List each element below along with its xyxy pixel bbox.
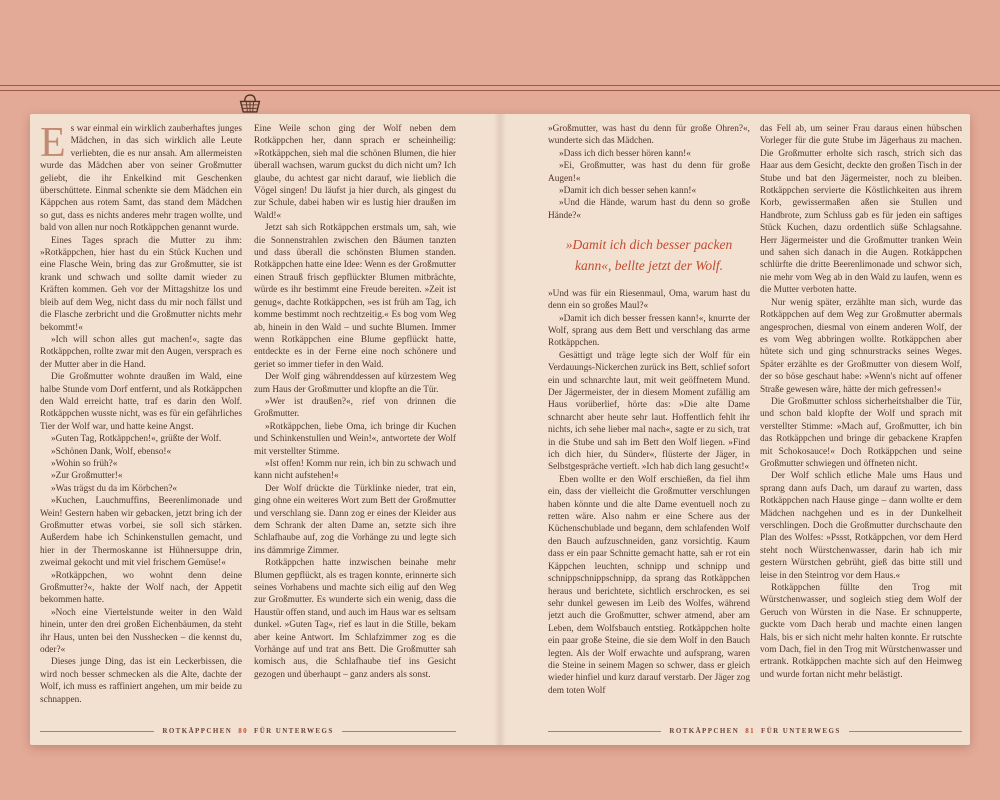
story-paragraph: »Dass ich dich besser hören kann!«: [559, 148, 691, 159]
story-paragraph: »Kuchen, Lauchmuffins, Beerenlimonade und Wein! Gestern haben wir gebacken, jetzt bring ich der Großmutter etwas vorbei, sie soll sich stärken. Außerdem habe ich Schinkenstullen gemacht, und hier in der Thermoskanne ist Hühnersuppe drin, zweimal gekocht und mit viel frischem Gemüse!«: [40, 496, 242, 569]
story-paragraph: »Damit ich dich besser sehen kann!«: [559, 186, 697, 197]
text-column-1: [40, 123, 242, 723]
right-page-footer: [548, 727, 962, 735]
story-paragraph: »Rotkäppchen, liebe Oma, ich bringe dir Kuchen und Schinkenstullen und Wein!«, antwortete der Wolf mit verstellter Stimme.: [254, 421, 456, 457]
footer-section-title: FÜR UNTERWEGS: [761, 727, 841, 735]
story-paragraph: »Und was für ein Riesenmaul, Oma, warum hast du denn ein so großes Maul?«: [548, 288, 750, 312]
pull-quote: »Damit ich dich besser packen kann«, bellte jetzt der Wolf.: [565, 237, 733, 273]
footer-text: [669, 727, 840, 735]
story-paragraph: »Großmutter, was hast du denn für große Ohren?«, wunderte sich das Mädchen.: [548, 124, 750, 147]
story-paragraph: Gesättigt und träge legte sich der Wolf für ein Verdauungs-Nickerchen zurück ins Bett, schlief sofort ein und schnarchte laut, mit weit geöffnetem Mund. Der Jägermeister, der in diesem Moment zufällig am Haus vorüberlief, hörte das: »Die alte Dame schnarcht aber heute sehr laut. Hoffentlich fehlt ihr nichts, ich sehe lieber mal nach«, sagte er zu sich, trat in die Stube und sah im Bett den Wolf liegen. »Find ich dich hier, du Sünder«, flüsterte der Jäger, in Selbstgespräche vertieft. »Ich hab dich lang gesucht!«: [548, 350, 750, 473]
paragraph-list-col1: [40, 235, 242, 706]
paragraph-list-col2: [254, 123, 456, 681]
footer-rule-left: [40, 731, 154, 732]
story-paragraph: Eben wollte er den Wolf erschießen, da fiel ihm ein, dass der vielleicht die Großmutter verschlungen haben könnte und die alte Dame eventuell noch zu retten wäre. Also nahm er eine Schere aus der Küchenschublade und begann, dem schlafenden Wolf den Bauch aufzuschneiden, ganz vorsichtig. Kaum dass er ein paar Schnitte gemacht hatte, sah er rot ein Käppchen leuchten, schnipp und schnipp und schnippschnippschnipp, da sprang das Rotkäppchen heraus und berichtete, sichtlich erschrocken, es sei sehr dunkel gewesen im Leib des Wolfes, während jetzt auch die Großmutter, schwer atmend, aber am Leben, dem Wolfsbauch entstieg. Rotkäppchen holte ein paar große Steine, die sie dem Wolf in den Bauch legten. Als der Wolf erwachte und aufsprang, waren die Steine in seinem Magen so schwer, dass er gleich wieder hinfiel und kurz darauf verstarb. Der Jäger zog dem toten Wolf: [548, 474, 750, 696]
text-column-2: [254, 123, 456, 723]
story-paragraph: »Noch eine Viertelstunde weiter in den Wald hinein, unter den drei großen Eichenbäumen, da steht ihr Haus, unten bei den Nusshecken – die kennst du, oder?«: [40, 607, 242, 656]
page-number: 80: [238, 727, 249, 735]
story-paragraph: Die Großmutter schloss sicherheitshalber die Tür, und schon bald klopfte der Wolf und sprach mit verstellter Stimme: »Mach auf, Großmutter, ich bin das Rotkäppchen und bringe dir gebackene Krapfen mit Schokosauce!« Doch Rotkäppchen und seine Großmutter schwiegen und öffneten nicht.: [760, 396, 962, 469]
paragraph-list-col3-before-quote: [548, 123, 750, 222]
story-paragraph: Nur wenig später, erzählte man sich, wurde das Rotkäppchen auf dem Weg zur Großmutter abermals angesprochen, diesmal von einem anderen Wolf, der es vom Weg abbringen wollte. Rotkäppchen aber hütete sich und ging schnurstracks seines Weges. Später erzählte es der Großmutter von diesem Wolf, der so böse geschaut habe: »Wenn's nicht auf offener Straße gewesen wäre, hätte der mich gefressen!«: [760, 297, 962, 395]
left-page: [30, 114, 500, 745]
story-paragraph: »Rotkäppchen, wo wohnt denn deine Großmutter?«, hakte der Wolf nach, der Appetit bekommen hatte.: [40, 570, 242, 606]
footer-book-title: ROTKÄPPCHEN: [669, 727, 740, 735]
story-paragraph: »Damit ich dich besser fressen kann!«, knurrte der Wolf, sprang aus dem Bett und verschlang das arme Rotkäppchen.: [548, 313, 750, 349]
text-column-4: [760, 123, 962, 723]
paragraph-list-col4: [760, 123, 962, 681]
story-paragraph: Eines Tages sprach die Mutter zu ihm: »Rotkäppchen, hier hast du ein Stück Kuchen und eine Flasche Wein, bring das zur Großmutter, sie ist krank und schwach und sollte damit wieder zu Kräften kommen. Geh vor der Mittagshitze los und bleib auf dem Weg, nicht dass du mir noch fällst und die Flasche zerbricht und die Großmutter nichts mehr bekommt!«: [40, 235, 242, 333]
story-paragraph: Rotkäppchen hatte inzwischen beinahe mehr Blumen gepflückt, als es tragen konnte, erinnerte sich seines Vorhabens und machte sich eilig auf den Weg zur Großmutter. Es wunderte sich ein wenig, dass die Haustür offen stand, und auch im Haus war es seltsam dunkel. »Guten Tag«, rief es laut in die Stille, bekam aber keine Antwort. Im Schlafzimmer zog es die Vorhänge auf und trat ans Bett. Die Großmutter sah komisch aus, die Schlafhaube tief ins Gesicht gezogen und überhaupt – ganz anders als sonst.: [254, 558, 456, 680]
paragraph-list-col3-after-quote: [548, 288, 750, 697]
story-paragraph: »Ist offen! Komm nur rein, ich bin zu schwach und kann nicht aufstehen!«: [254, 458, 456, 482]
story-paragraph: Die Großmutter wohnte draußen im Wald, eine halbe Stunde vom Dorf entfernt, und als Rotkäppchen den Wald erreicht hatte, traf es darin den Wolf. Rotkäppchen wusste nicht, was es für ein gefährliches Tier der Wolf war, und hatte keine Angst.: [40, 372, 242, 432]
drop-cap: E: [40, 123, 66, 166]
story-paragraph: Jetzt sah sich Rotkäppchen erstmals um, sah, wie die Sonnenstrahlen zwischen den Bäumen tanzten und dass überall die schönsten Blumen standen. Rotkäppchen hatte eine Idee: Wenn es der Großmutter einen Strauß frisch gepflückter Blumen mitbrächte, würde es ihr bestimmt eine Freude bereiten. »Zeit ist genug«, dachte Rotkäppchen, »es ist früh am Tag, ich komme bestimmt noch rechtzeitig.« Es bog vom Weg ab, hinein in den Wald – und suchte Blumen. Immer wenn Rotkäppchen eine Blume gepflückt hatte, entdeckte es in der Ferne eine noch schönere und geriet so immer tiefer in den Wald.: [254, 223, 456, 370]
story-paragraph: »Wohin so früh?«: [51, 458, 118, 469]
basket-icon: [238, 93, 262, 114]
story-paragraph: »Schönen Dank, Wolf, ebenso!«: [51, 446, 172, 457]
right-page: [500, 114, 970, 745]
story-paragraph: »Guten Tag, Rotkäppchen!«, grüßte der Wolf.: [51, 434, 222, 445]
opening-text: s war einmal ein wirklich zauberhaftes junges Mädchen, in das sich wirklich alle Leute verliebten, die es nur ansah. Am allermeisten wurde das Mädchen aber von seiner Großmutter geliebt, die ihr Enkelkind mit Geschenken überschüttete. Einmal schenkte sie dem Mädchen ein Käppchen aus rotem Samt, das stand dem Mädchen so gut, dass es nichts anderes mehr tragen wollte, und bald von allen nur noch Rotkäppchen genannt wurde.: [40, 124, 242, 234]
story-paragraph: Der Wolf schlich etliche Male ums Haus und sprang dann aufs Dach, um darauf zu warten, dass Rotkäppchen nach Hause ginge – dann wollte er dem Mädchen nachgehen und es in der Dunkelheit verschlingen. Doch die Großmutter durchschaute den Plan des Wolfes: »Pssst, Rotkäppchen, vor dem Herd steht noch Würstchenwasser, darin hab ich mir gestern Würstchen gebrüht, gieß das bitte still und leise in den Steintrog vor dem Haus.«: [760, 471, 962, 581]
story-paragraph: »Ich will schon alles gut machen!«, sagte das Rotkäppchen, rollte zwar mit den Augen, versprach es der Mutter aber in die Hand.: [40, 334, 242, 370]
top-double-rule: [0, 85, 1000, 91]
text-column-3: [548, 123, 750, 723]
footer-rule-right: [849, 731, 962, 732]
page-number: 81: [745, 727, 756, 735]
footer-book-title: ROTKÄPPCHEN: [162, 727, 233, 735]
footer-text: [162, 727, 333, 735]
story-paragraph: Der Wolf drückte die Türklinke nieder, trat ein, ging ohne ein weiteres Wort zum Bett der Großmutter und verschlang sie. Dann zog er eines der Kleider aus dem Schrank der alten Dame an, setzte sich ihre Schlafhaube auf, zog die Vorhänge zu und legte sich ins dämmrige Zimmer.: [254, 483, 456, 556]
open-book-spread: [30, 114, 970, 745]
footer-rule-left: [548, 731, 661, 732]
story-paragraph: »Zur Großmutter!«: [51, 471, 123, 482]
footer-rule-right: [342, 731, 456, 732]
story-paragraph: Rotkäppchen füllte den Trog mit Würstchenwasser, und sogleich stieg dem Wolf der Geruch von Würsten in die Nase. Er schnupperte, guckte vom Dach herab und machte einen langen Hals, bis er sich nicht mehr halten konnte. Er rutschte vom Dach, fiel in den Trog mit Würstchenwasser und ertrank. Rotkäppchen machte sich auf den Heimweg und wurde fortan nicht mehr belästigt.: [760, 583, 962, 680]
left-page-footer: [40, 727, 456, 735]
story-paragraph: »Ei, Großmutter, was hast du denn für große Augen!«: [548, 161, 750, 184]
story-paragraph: »Wer ist draußen?«, rief von drinnen die Großmutter.: [254, 396, 456, 420]
story-paragraph: »Was trägst du da im Körbchen?«: [51, 483, 178, 494]
story-paragraph: Eine Weile schon ging der Wolf neben dem Rotkäppchen her, dann sprach er scheinheilig: »Rotkäppchen, sieh mal die schönen Blumen, die hier überall wachsen, warum guckst du dich nicht um? Ich glaube, du achtest gar nicht darauf, wie lieblich die Vögel singen! Du läufst ja hier durch, als gingest du zur Schule, dabei haben wir es lustig hier draußen im Wald!«: [254, 124, 456, 221]
story-paragraph: das Fell ab, um seiner Frau daraus einen hübschen Vorleger für die gute Stube im Jägerhaus zu machen. Die Großmutter erholte sich rasch, strich sich das Haar aus dem Gesicht, deckte den großen Tisch in der Stube und bat den Jägermeister, noch zu bleiben. Rotkäppchen servierte die Köstlichkeiten aus ihrem Korb, gewissermaßen aßen sie Stullen und Handbrote, zum Schluss gab es für jeden ein saftiges Stück Kuchen, dazu ordentlich süße Schlagsahne. Herr Jägermeister und die Großmutter tranken Wein und sahen sich danach in die Augen. Rotkäppchen schlürfte die dritte Beerenlimonade und schwor sich, nie mehr vom Weg ab in den Wald zu laufen, wenn es die Mutter verboten hatte.: [760, 124, 962, 296]
story-paragraph: »Und die Hände, warum hast du denn so große Hände?«: [548, 198, 750, 221]
footer-section-title: FÜR UNTERWEGS: [254, 727, 334, 735]
story-paragraph: Dieses junge Ding, das ist ein Leckerbissen, die wird noch besser schmecken als die Alte, dachte der Wolf, ich muss es raffiniert angehen, um mir beide zu schnappen.: [40, 657, 242, 705]
story-paragraph: Der Wolf ging währenddessen auf kürzestem Weg zum Haus der Großmutter und klopfte an die Tür.: [254, 372, 456, 395]
opening-paragraph: [40, 123, 242, 235]
